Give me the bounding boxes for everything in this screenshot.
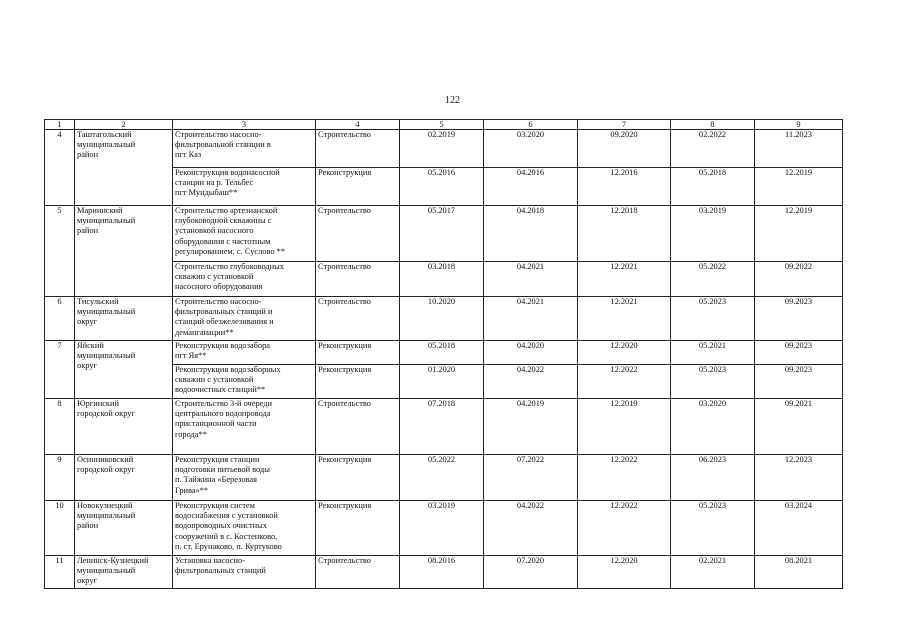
district-name: Осинниковский городской округ	[75, 455, 173, 501]
date-cell: 09.2021	[755, 399, 843, 455]
date-cell: 08.2016	[400, 556, 484, 589]
column-number: 4	[316, 120, 400, 130]
date-cell: 12.2019	[578, 399, 671, 455]
table-row	[45, 556, 843, 589]
work-description: Реконструкция водонасосной станции на р. Тельбес пгт Мундыбаш**	[173, 168, 316, 206]
table-row	[45, 455, 843, 501]
work-type: Реконструкция	[316, 455, 400, 501]
date-cell: 05.2016	[400, 168, 484, 206]
work-type: Строительство	[316, 130, 400, 168]
date-cell: 12.2019	[755, 206, 843, 262]
row-number: 11	[45, 556, 75, 589]
date-cell: 09.2023	[755, 365, 843, 399]
date-cell: 03.2020	[484, 130, 578, 168]
date-cell: 09.2020	[578, 130, 671, 168]
date-cell: 05.2018	[671, 168, 755, 206]
work-type: Строительство	[316, 206, 400, 262]
date-cell: 07.2020	[484, 556, 578, 589]
date-cell: 04.2020	[484, 341, 578, 365]
date-cell: 12.2018	[578, 206, 671, 262]
district-name: Новокузнецкий муниципальный район	[75, 501, 173, 556]
work-description: Реконструкция водозаборных скважин с установкой водоочистных станций**	[173, 365, 316, 399]
table-row	[45, 501, 843, 556]
date-cell: 02.2022	[671, 130, 755, 168]
date-cell: 12.2019	[755, 168, 843, 206]
date-cell: 03.2019	[671, 206, 755, 262]
date-cell: 08.2021	[755, 556, 843, 589]
date-cell: 04.2022	[484, 365, 578, 399]
date-cell: 05.2023	[671, 365, 755, 399]
district-name: Ленинск-Кузнецкий муниципальный округ	[75, 556, 173, 589]
row-number: 4	[45, 130, 75, 206]
date-cell: 04.2019	[484, 399, 578, 455]
district-name: Таштагольский муниципальный район	[75, 130, 173, 206]
table-row	[45, 297, 843, 341]
date-cell: 12.2022	[578, 365, 671, 399]
work-description: Строительство глубоководных скважин с установкой насосного оборудования	[173, 262, 316, 297]
work-type: Реконструкция	[316, 168, 400, 206]
date-cell: 10.2020	[400, 297, 484, 341]
date-cell: 05.2017	[400, 206, 484, 262]
work-type: Реконструкция	[316, 341, 400, 365]
district-name: Тисульский муниципальный округ	[75, 297, 173, 341]
table-row	[45, 341, 843, 365]
work-description: Реконструкция водозабора пгт Яя**	[173, 341, 316, 365]
date-cell: 01.2020	[400, 365, 484, 399]
work-type: Реконструкция	[316, 501, 400, 556]
date-cell: 04.2018	[484, 206, 578, 262]
date-cell: 04.2021	[484, 262, 578, 297]
date-cell: 12.2022	[578, 455, 671, 501]
row-number: 7	[45, 341, 75, 399]
work-type: Строительство	[316, 297, 400, 341]
date-cell: 04.2016	[484, 168, 578, 206]
date-cell: 12.2020	[578, 556, 671, 589]
date-cell: 03.2020	[671, 399, 755, 455]
date-cell: 12.2021	[578, 297, 671, 341]
date-cell: 02.2021	[671, 556, 755, 589]
date-cell: 09.2022	[755, 262, 843, 297]
row-number: 8	[45, 399, 75, 455]
date-cell: 12.2020	[578, 341, 671, 365]
column-number: 6	[484, 120, 578, 130]
column-number: 7	[578, 120, 671, 130]
column-number: 2	[75, 120, 173, 130]
date-cell: 05.2021	[671, 341, 755, 365]
schedule-table	[44, 119, 843, 589]
date-cell: 04.2021	[484, 297, 578, 341]
date-cell: 03.2024	[755, 501, 843, 556]
date-cell: 05.2023	[671, 297, 755, 341]
table-row	[45, 206, 843, 262]
row-number: 10	[45, 501, 75, 556]
date-cell: 02.2019	[400, 130, 484, 168]
column-numbers-row	[45, 120, 843, 130]
table-row	[45, 399, 843, 455]
date-cell: 06.2023	[671, 455, 755, 501]
date-cell: 04.2022	[484, 501, 578, 556]
date-cell: 03.2019	[400, 501, 484, 556]
work-description: Реконструкция станции подготовки питьевой воды п. Тайжина «Березовая Грива»**	[173, 455, 316, 501]
date-cell: 05.2018	[400, 341, 484, 365]
table-row	[45, 130, 843, 168]
district-name: Яйский муниципальный округ	[75, 341, 173, 399]
work-description: Строительство насосно- фильтровальной станции в пгт Каз	[173, 130, 316, 168]
row-number: 9	[45, 455, 75, 501]
work-type: Строительство	[316, 262, 400, 297]
date-cell: 03.2018	[400, 262, 484, 297]
column-number: 8	[671, 120, 755, 130]
row-number: 6	[45, 297, 75, 341]
date-cell: 11.2023	[755, 130, 843, 168]
date-cell: 05.2023	[671, 501, 755, 556]
work-type: Строительство	[316, 399, 400, 455]
work-type: Реконструкция	[316, 365, 400, 399]
column-number: 5	[400, 120, 484, 130]
date-cell: 12.2023	[755, 455, 843, 501]
date-cell: 05.2022	[671, 262, 755, 297]
column-number: 9	[755, 120, 843, 130]
column-number: 1	[45, 120, 75, 130]
work-type: Строительство	[316, 556, 400, 589]
work-description: Строительство насосно- фильтровальных станций и станций обезжелезивания и деманганации**	[173, 297, 316, 341]
work-description: Строительство артезианской глубоководной скважины с установкой насосного оборудования с частотным регулированием, с. Суслово **	[173, 206, 316, 262]
date-cell: 05.2022	[400, 455, 484, 501]
work-description: Строительство 3-й очереди центрального водопровода пристанционной части города**	[173, 399, 316, 455]
page-number: 122	[445, 95, 460, 106]
date-cell: 07.2018	[400, 399, 484, 455]
row-number: 5	[45, 206, 75, 297]
work-description: Реконструкция систем водоснабжения с установкой водопроводных очистных сооружений в с. Костенково, п. ст. Ерунаково, п. Куртуково	[173, 501, 316, 556]
date-cell: 09.2023	[755, 341, 843, 365]
date-cell: 07.2022	[484, 455, 578, 501]
district-name: Юргинский городской округ	[75, 399, 173, 455]
district-name: Мариинский муниципальный район	[75, 206, 173, 297]
work-description: Установка насосно- фильтровальных станций	[173, 556, 316, 589]
date-cell: 09.2023	[755, 297, 843, 341]
date-cell: 12.2022	[578, 501, 671, 556]
column-number: 3	[173, 120, 316, 130]
date-cell: 12.2016	[578, 168, 671, 206]
date-cell: 12.2021	[578, 262, 671, 297]
